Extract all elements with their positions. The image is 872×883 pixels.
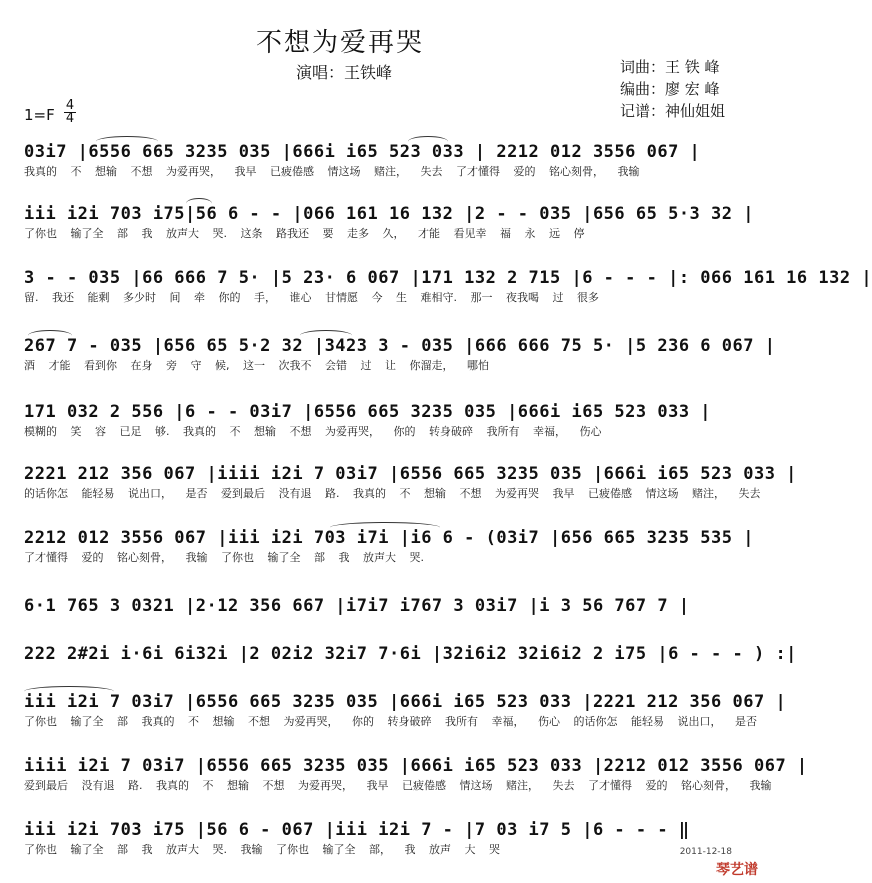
score-system [24,642,797,682]
notation-line: 3 - - 035 |66 666 7 5· |5 23· 6 067 |171 132 2 715 |6 - - - |: 066 161 16 132 | [24,268,872,288]
lyric-line: 了你也 输了全 部 我 放声大 哭. 这条 路我还 要 走多 久， 才能 看见幸 福 永 远 停 [24,227,585,240]
lyric-line: 酒 才能 看到你 在身 旁 守 候, 这一 次我不 会错 过 让 你溜走， 哪怕 [24,359,489,372]
lyric-line: 了你也 输了全 部 我 放声大 哭. 我输 了你也 输了全 部， 我 放声 大 哭 [24,843,500,856]
score-system [24,202,754,242]
lyric-line [24,666,746,682]
time-signature-top: 4 [65,98,75,113]
transcriber-credit: 记谱：神仙姐姐 [620,102,726,120]
notation-line: 2221 212 356 067 |iiii i2i 7 03i7 |6556 665 3235 035 |666i i65 523 033 | [24,464,797,484]
score-system [24,334,776,374]
score-system [24,266,872,306]
lyric-line: 我真的 不 想输 不想 为爱再哭， 我早 已疲倦感 情这场 赌注， 失去 了才懂得 爱的 铭心刻骨， 我输 [24,165,640,178]
notation-line: 171 032 2 556 |6 - - 03i7 |6556 665 3235 035 |666i i65 523 033 | [24,402,712,422]
lyric-line: 的话你怎 能轻易 说出口， 是否 爱到最后 没有退 路. 我真的 不 想输 不想 为爱再哭 我早 已疲倦感 情这场 赌注， 失去 [24,487,761,500]
score-system [24,400,746,440]
credits-block [620,56,725,122]
slur-mark [330,522,440,533]
slur-mark [24,686,114,697]
slur-mark [96,136,158,147]
time-signature [64,100,76,125]
notation-line: 2212 012 3556 067 |iii i2i 703 i7i |i6 6 - (03i7 |656 665 3235 535 | [24,528,754,548]
time-signature-bottom: 4 [65,111,75,126]
notation-line: iiii i2i 7 03i7 |6556 665 3235 035 |666i i65 523 033 |2212 012 3556 067 | [24,756,808,776]
slur-mark [408,136,448,147]
transcription-date: 2011-12-18 [679,847,732,857]
notation-line: 6·1 765 3 0321 |2·12 356 667 |i7i7 i767 3 03i7 |i 3 56 767 7 | [24,596,690,616]
lyric-line: 了才懂得 爱的 铭心刻骨， 我输 了你也 输了全 部 我 放声大 哭. [24,551,424,564]
score-system [24,690,787,730]
notation-line: iii i2i 703 i75 |56 6 - 067 |iii i2i 7 - |7 03 i7 5 |6 - - - ‖ [24,820,690,840]
lyricist-credit: 词曲：王 铁 峰 [620,58,720,76]
notation-line: 267 7 - 035 |656 65 5·2 32 |3423 3 - 035 |666 666 75 5· |5 236 6 067 | [24,336,776,356]
notation-line: iii i2i 7 03i7 |6556 665 3235 035 |666i i65 523 033 |2221 212 356 067 | [24,692,787,712]
arranger-credit: 编曲：廖 宏 峰 [620,80,720,98]
score-system [24,754,808,794]
singer-credit: 演唱：王铁峰 [296,63,393,82]
slur-mark [300,330,352,341]
notation-line: 03i7 |6556 665 3235 035 |666i i65 523 033 | 2212 012 3556 067 | [24,142,701,162]
lyric-line: 模糊的 笑 容 已足 够. 我真的 不 想输 不想 为爱再哭， 你的 转身破碎 我所有 幸福， 伤心 [24,425,602,438]
score-system [24,818,746,858]
notation-line: iii i2i 703 i75|56 6 - - |066 161 16 132 |2 - - 035 |656 65 5·3 32 | [24,204,754,224]
lyric-line: 爱到最后 没有退 路. 我真的 不 想输 不想 为爱再哭， 我早 已疲倦感 情这场 赌注， 失去 了才懂得 爱的 铭心刻骨， 我输 [24,779,772,792]
lyric-line: 留. 我还 能剩 多少时 间 牵 你的 手， 谁心 甘情愿 今 生 难相守. 那一 夜我喝 过 很多 [24,291,599,304]
site-logo-watermark: 琴艺谱 [716,862,758,878]
key-signature: 1=F [24,106,55,124]
score-system [24,594,746,634]
song-title: 不想为爱再哭 [255,28,424,58]
notation-line: 222 2#2i i·6i 6i32i |2 02i2 32i7 7·6i |32i6i2 32i6i2 2 i75 |6 - - - ) :| [24,644,797,664]
score-system [24,462,797,502]
lyric-line: 了你也 输了全 部 我真的 不 想输 不想 为爱再哭， 你的 转身破碎 我所有 幸福， 伤心 的话你怎 能轻易 说出口， 是否 [24,715,757,728]
slur-mark [186,198,212,209]
lyric-line [24,618,746,634]
slur-mark [28,330,72,341]
